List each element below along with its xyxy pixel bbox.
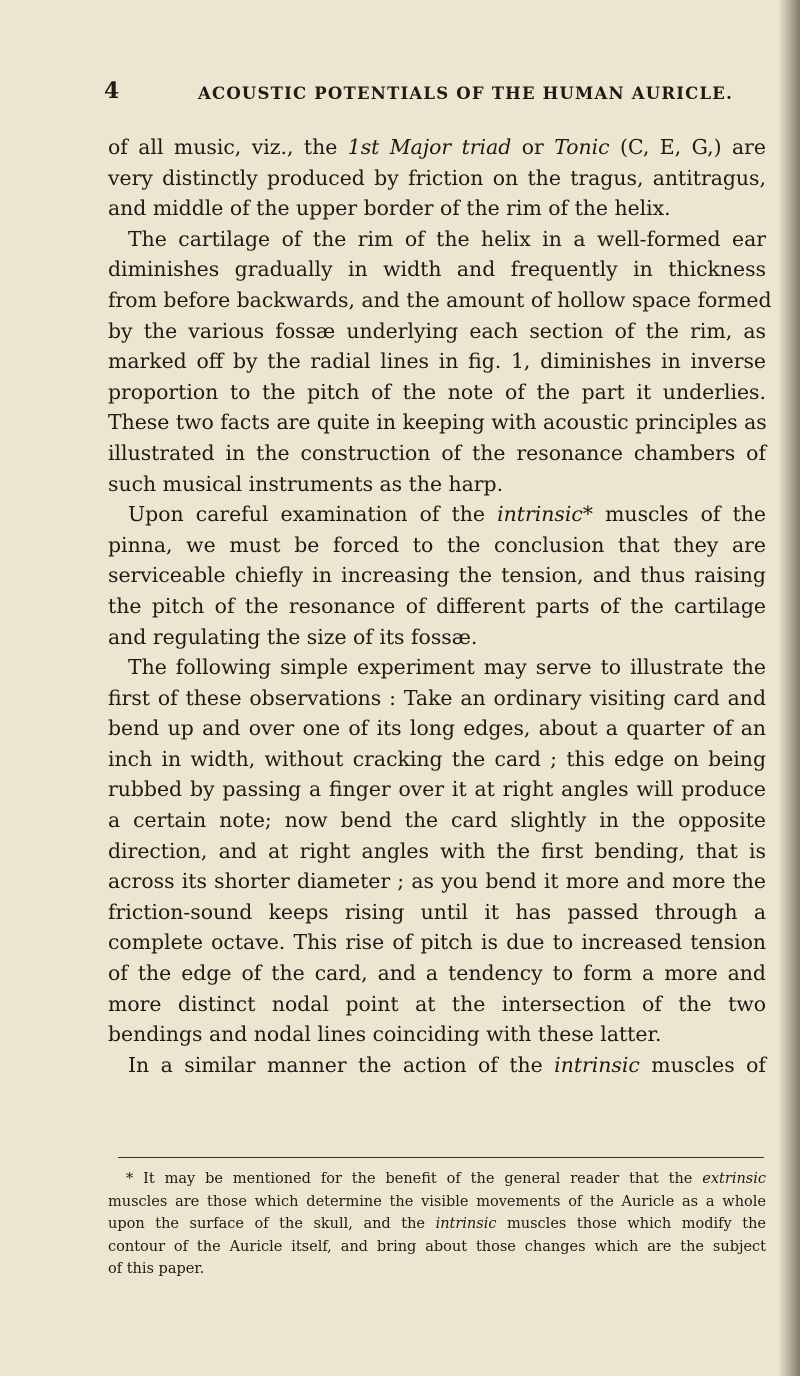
text-line: more distinct nodal point at the intersection of the two [108,991,766,1016]
text-line: diminishes gradually in width and frequently in thickness [108,257,766,282]
text-line: pinna, we must be forced to the conclusion that they are [108,532,766,557]
text-line: and regulating the size of its fossæ. [108,624,478,649]
text-line: of all music, viz., the 1st Major triad or Tonic (C, E, G,) are [108,135,766,159]
text-line: marked off by the radial lines in fig. 1, diminishes in inverse [108,349,766,374]
footnote-line: contour of the Auricle itself, and bring about those changes which are the subject [108,1238,766,1255]
footnote-line: upon the surface of the skull, and the intrinsic muscles those which modify the [108,1216,767,1232]
text-line: The following simple experiment may serve to illustrate the [128,655,766,680]
text-line: illustrated in the construction of the resonance chambers of [108,440,766,465]
text-line: In a similar manner the action of the intrinsic muscles of [128,1052,766,1077]
footnote-rule [118,1157,764,1158]
text-line: first of these observations : Take an ordinary visiting card and [108,685,766,710]
text-line: bend up and over one of its long edges, about a quarter of an [108,716,766,741]
page-edge-shadow [778,0,800,1376]
text-line: inch in width, without cracking the card ; this edge on being [108,746,766,771]
text-line: proportion to the pitch of the note of the part it underlies. [108,379,766,404]
text-line: bendings and nodal lines coinciding with these latter. [108,1022,662,1047]
text-line: from before backwards, and the amount of hollow space formed [108,287,772,312]
footnote-line: * It may be mentioned for the benefit of the general reader that the extrinsic [126,1171,766,1187]
footnote-line: muscles are those which determine the visible movements of the Auricle as a whole [108,1193,766,1210]
text-line: These two facts are quite in keeping with acoustic principles as [108,410,767,435]
text-line: the pitch of the resonance of different parts of the cartilage [108,593,766,618]
text-line: of the edge of the card, and a tendency to form a more and [108,961,766,986]
footnote [108,1168,766,1281]
text-line: Upon careful examination of the intrinsic* muscles of the [128,502,766,527]
body-text [108,132,772,1080]
text-line: and middle of the upper border of the rim of the helix. [108,196,671,221]
text-line: a certain note; now bend the card slightly in the opposite [108,808,766,833]
text-line: serviceable chiefly in increasing the tension, and thus raising [108,563,766,588]
text-line: across its shorter diameter ; as you bend it more and more the [108,869,766,894]
footnote-line: of this paper. [108,1261,205,1277]
text-line: such musical instruments as the harp. [108,471,504,496]
text-line: by the various fossæ underlying each section of the rim, as [108,318,766,343]
text-line: friction-sound keeps rising until it has passed through a [108,899,766,924]
text-line: rubbed by passing a finger over it at right angles will produce [108,777,766,802]
text-line: very distinctly produced by friction on the tragus, antitragus, [108,165,766,190]
running-head: ACOUSTIC POTENTIALS OF THE HUMAN AURICLE. [198,84,734,103]
text-line: complete octave. This rise of pitch is due to increased tension [108,930,766,955]
text-line: The cartilage of the rim of the helix in a well-formed ear [128,226,766,251]
page-number: 4 [104,78,120,104]
text-line: direction, and at right angles with the first bending, that is [108,838,766,863]
page-header [104,78,768,108]
